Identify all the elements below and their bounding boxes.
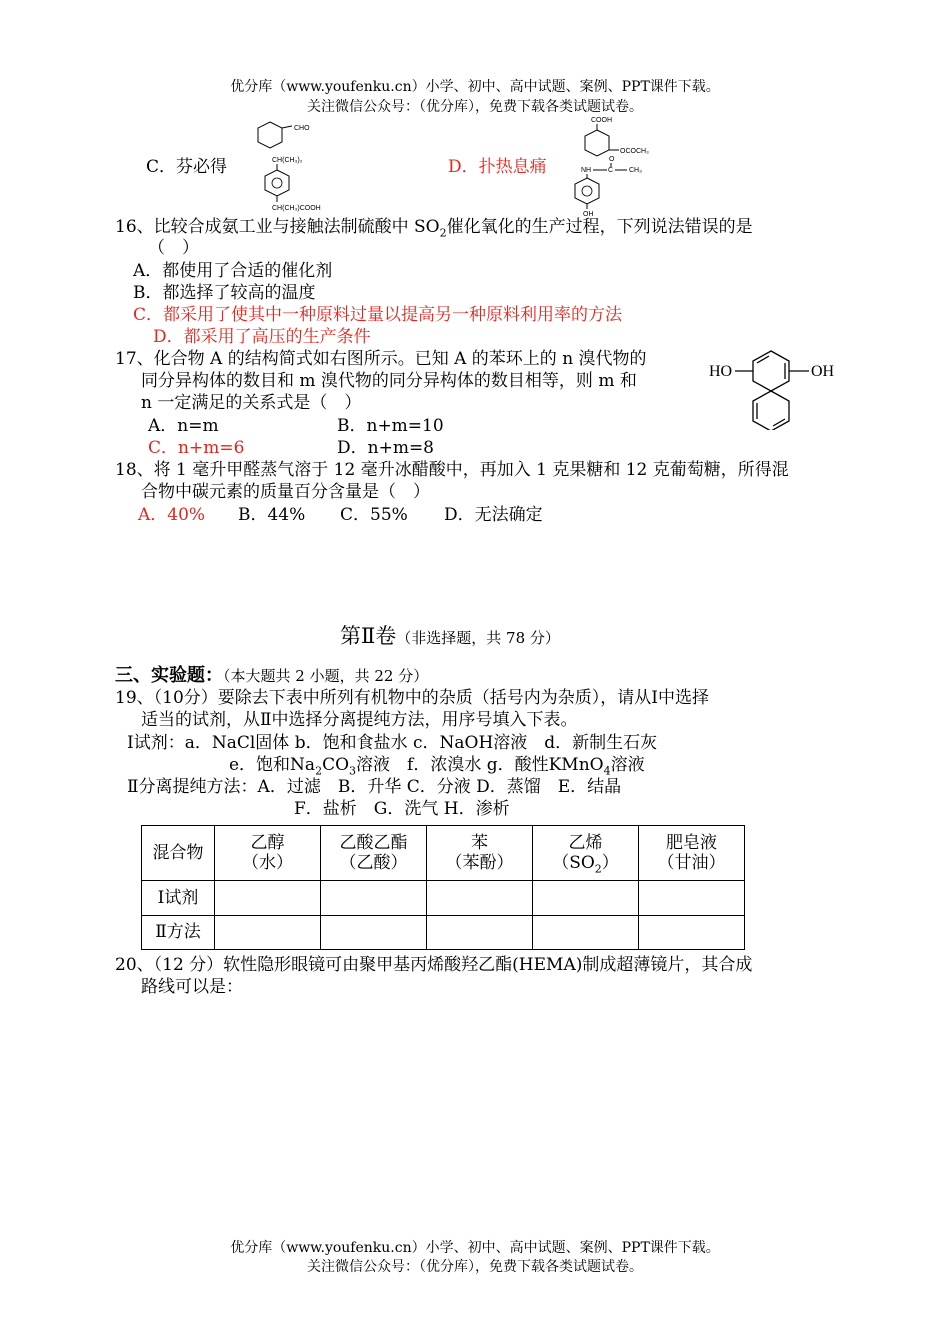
q17-option-c: C．n+m=6 xyxy=(148,438,245,458)
q17-option-a: A．n=m xyxy=(148,416,219,436)
page-header-line1: 优分库（www.youfenku.cn）小学、初中、高中试题、案例、PPT课件下载。 xyxy=(230,79,720,95)
q20-line1: 20、（12 分）软性隐形眼镜可由聚甲基丙烯酸羟乙酯(HEMA)制成超薄镜片，其合成 xyxy=(115,955,753,975)
q19-reagents-line2: e．饱和$Na_2CO_3$溶液 f．浓溴水 g．酸性KMnO$_4$溶液 xyxy=(229,755,645,778)
q20-line2: 路线可以是： xyxy=(141,977,243,997)
isopropyl-label: CH(CH₃)₂ xyxy=(272,157,303,164)
table-answer-cell[interactable] xyxy=(321,916,427,950)
q15-option-c: C．芬必得 xyxy=(146,157,228,177)
q18-option-b: B．44% xyxy=(238,505,306,525)
fenbide-structure xyxy=(250,118,370,213)
q17-line3: n 一定满足的关系式是（ ） xyxy=(141,393,362,413)
c-label: C xyxy=(608,167,614,174)
table-corner-cell: 混合物 xyxy=(142,826,215,881)
q16-option-d: D．都采用了高压的生产条件 xyxy=(153,327,371,347)
part2-heading: 第Ⅱ卷（非选择题，共 78 分） xyxy=(340,624,560,648)
oh-label-right: OH xyxy=(811,363,835,380)
table-answer-cell[interactable] xyxy=(639,916,745,950)
table-answer-cell[interactable] xyxy=(215,916,321,950)
o-label: O xyxy=(609,156,615,163)
page-footer-line1: 优分库（www.youfenku.cn）小学、初中、高中试题、案例、PPT课件下载。 xyxy=(230,1240,720,1256)
q17-option-b: B．n+m=10 xyxy=(337,416,444,436)
q16-option-a: A．都使用了合适的催化剂 xyxy=(133,261,333,281)
q18-option-a: A．40% xyxy=(138,505,206,525)
q19-reagents-line1: Ⅰ试剂：a．NaCl固体 b．饱和食盐水 c．NaOH溶液 d．新制生石灰 xyxy=(127,733,658,753)
q17-line1: 17、化合物 A 的结构简式如右图所示。已知 A 的苯环上的 n 溴代物的 xyxy=(115,349,647,369)
aspirin-paracetamol-structure xyxy=(565,114,675,219)
cooh-label: COOH xyxy=(591,117,612,124)
table-row-label-reagent: Ⅰ试剂 xyxy=(142,881,215,916)
table-answer-cell[interactable] xyxy=(639,881,745,916)
q17-line2: 同分异构体的数目和 m 溴代物的同分异构体的数目相等，则 m 和 xyxy=(141,371,637,391)
purification-table xyxy=(141,825,745,950)
table-answer-cell[interactable] xyxy=(215,881,321,916)
table-col-soap: 肥皂液 （甘油） xyxy=(639,826,745,881)
ococh3-label: OCOCH₃ xyxy=(620,148,649,155)
page-footer-line2: 关注微信公众号：（优分库），免费下载各类试题试卷。 xyxy=(307,1259,643,1275)
table-col-ethanol: 乙醇 （水） xyxy=(215,826,321,881)
table-col-ethylene: 乙烯 $(SO_2)$ xyxy=(533,826,639,881)
q16-stem: 16、比较合成氨工业与接触法制硫酸中 $SO_2$催化氧化的生产过程，下列说法错误的是 xyxy=(115,217,753,240)
q15-option-d: D．扑热息痛 xyxy=(448,157,547,177)
table-col-benzene: 苯 （苯酚） xyxy=(427,826,533,881)
table-row-reagent xyxy=(142,881,745,916)
cho-label: CHO xyxy=(294,125,310,132)
q16-option-b: B．都选择了较高的温度 xyxy=(133,283,316,303)
q19-line1: 19、（10分）要除去下表中所列有机物中的杂质（括号内为杂质），请从Ⅰ中选择 xyxy=(115,688,709,708)
q17-option-d: D．n+m=8 xyxy=(337,438,435,458)
ch3-label: CH₃ xyxy=(629,167,642,174)
propanoic-label: CH(CH₃)COOH xyxy=(272,205,321,212)
table-answer-cell[interactable] xyxy=(533,881,639,916)
q19-methods-line1: Ⅱ分离提纯方法：A．过滤 B．升华 C．分液 D．蒸馏 E．结晶 xyxy=(127,777,622,797)
oh-label: OH xyxy=(583,211,594,218)
section3-heading: 三、实验题：（本大题共 2 小题，共 22 分） xyxy=(115,665,429,686)
q16-answer-paren: （ ） xyxy=(148,238,199,258)
q18-option-c: C．55% xyxy=(340,505,408,525)
table-header-row xyxy=(142,826,745,881)
q19-methods-line2: F．盐析 G．洗气 H．渗析 xyxy=(294,799,510,819)
table-col-ethyl-acetate: 乙酸乙酯 （乙酸） xyxy=(321,826,427,881)
q19-line2: 适当的试剂，从Ⅱ中选择分离提纯方法，用序号填入下表。 xyxy=(141,710,578,730)
table-row-label-method: Ⅱ方法 xyxy=(142,916,215,950)
table-answer-cell[interactable] xyxy=(321,881,427,916)
table-answer-cell[interactable] xyxy=(427,916,533,950)
q18-line2: 合物中碳元素的质量百分含量是（ ） xyxy=(141,482,430,502)
table-answer-cell[interactable] xyxy=(427,881,533,916)
ho-label: HO xyxy=(709,363,733,380)
q18-line1: 18、将 1 毫升甲醛蒸气溶于 12 毫升冰醋酸中，再加入 1 克果糖和 12 克葡萄糖，所得混 xyxy=(115,460,789,480)
naphthalenediol-structure xyxy=(705,345,855,430)
page-header-line2: 关注微信公众号：（优分库），免费下载各类试题试卷。 xyxy=(307,99,643,115)
table-row-method xyxy=(142,916,745,950)
q16-option-c: C．都采用了使其中一种原料过量以提高另一种原料利用率的方法 xyxy=(133,305,623,325)
q18-option-d: D．无法确定 xyxy=(444,505,543,525)
table-answer-cell[interactable] xyxy=(533,916,639,950)
nh-label: NH xyxy=(581,167,592,174)
